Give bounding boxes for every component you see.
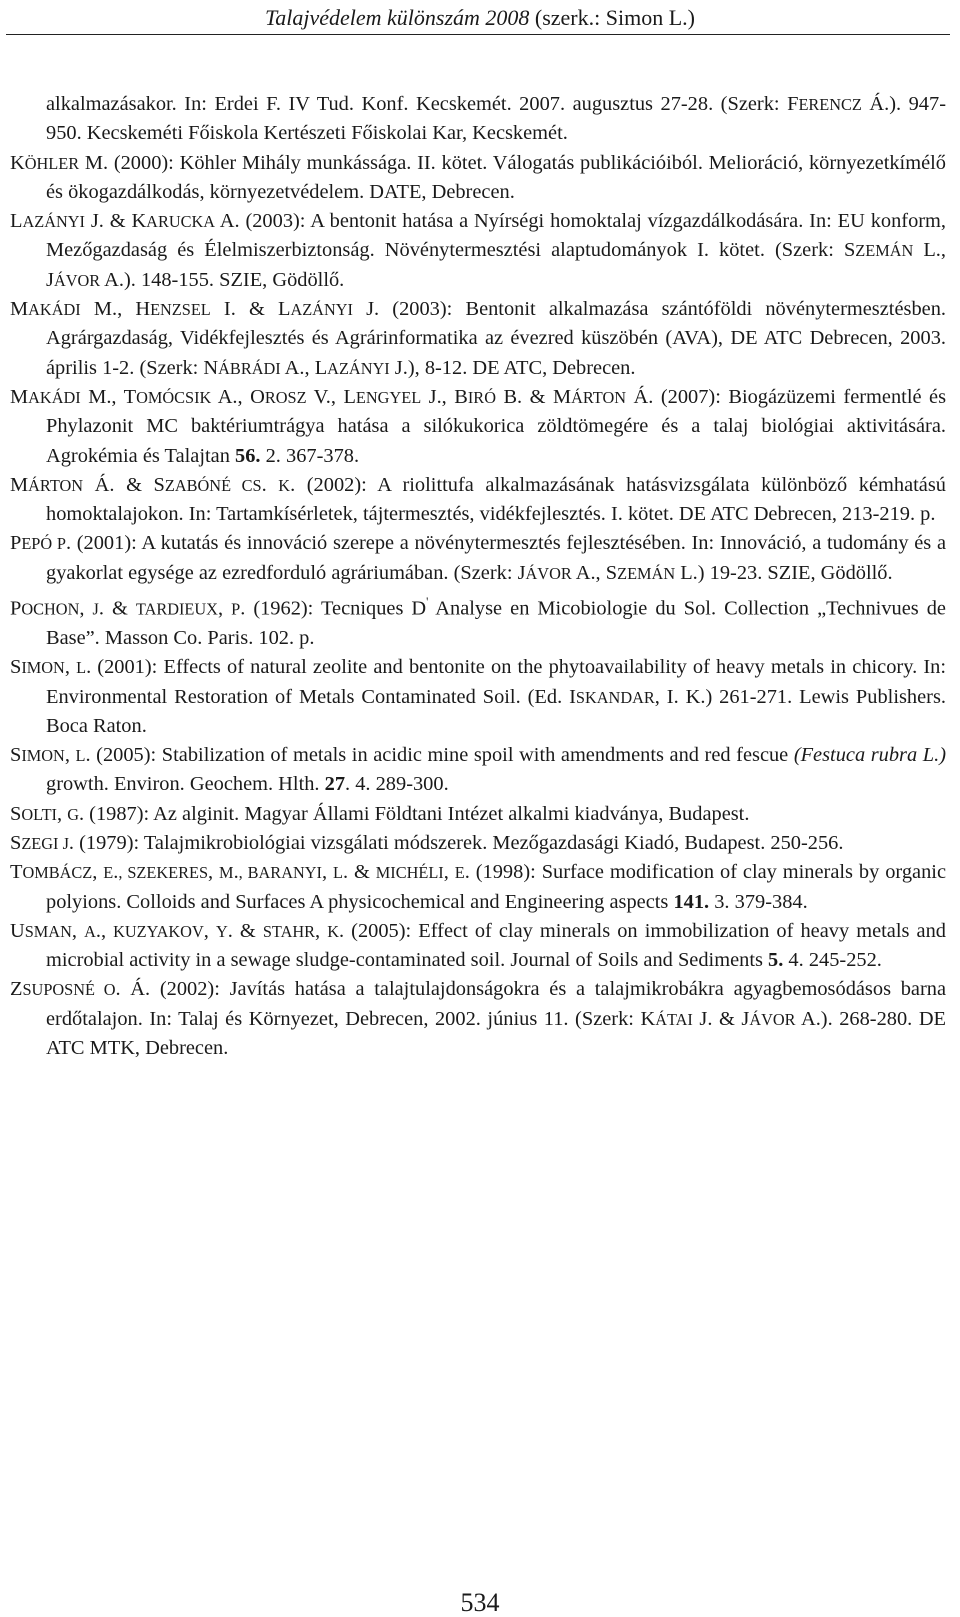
reference-pepo: PEPÓ P. (2001): A kutatás és innováció szerepe a növénytermesztés fejlesztésében. In: Innováció, a tudomány és a gyakorlat egysége az ezredforduló agráriumában. (Szerk: JÁVOR A., SZEMÁN L.) 19-23. SZIE, Gödöllő.	[10, 532, 946, 584]
reference-zsuposne: ZSUPOSNÉ O. Á. (2002): Javítás hatása a talajtulajdonságokra és a talajmikrobákra agyagbemosódásos barna erdőtalajon. In: Talaj és Környezet, Debrecen, 2002. június 11. (Szerk: KÁTAI J. & JÁVOR A.). 268-280. DE ATC MTK, Debrecen.	[10, 978, 946, 1060]
reference-marton: MÁRTON Á. & SZABÓNÉ CS. K. (2002): A riolittufa alkalmazásának hatásvizsgálata különböző kémhatású homoktalajokon. In: Tartamkísérletek, tájtermesztés, vidékfejlesztés. I. kötet. DE ATC Debrecen, 213-219. p.	[10, 473, 946, 526]
reference-list	[10, 90, 946, 1063]
reference-lazanyi: LAZÁNYI J. & KARUCKA A. (2003): A bentonit hatása a Nyírségi homoktalaj vízgazdálkodására. In: EU konform, Mezőgazdaság és Élelmiszerbiztonság. Növénytermesztési alaptudományok I. kötet. (Szerk: SZEMÁN L., JÁVOR A.). 148-155. SZIE, Gödöllő.	[10, 210, 947, 291]
reference-szegi: SZEGI J. (1979): Talajmikrobiológiai vizsgálati módszerek. Mezőgazdasági Kiadó, Budapest. 250-256.	[10, 831, 844, 854]
reference-continuation: alkalmazásakor. In: Erdei F. IV Tud. Konf. Kecskemét. 2007. augusztus 27-28. (Szerk: FERENCZ Á.). 947-950. Kecskeméti Főiskola Kertészeti Főiskolai Kar, Kecskemét.	[46, 93, 946, 145]
reference-simon-2005: SIMON, L. (2005): Stabilization of metals in acidic mine spoil with amendments and red fescue (Festuca rubra L.) growth. Environ. Geochem. Hlth. 27. 4. 289-300.	[10, 744, 946, 796]
reference-makadi-2003: MAKÁDI M., HENZSEL I. & LAZÁNYI J. (2003): Bentonit alkalmazása szántóföldi növénytermesztésben. Agrárgazdaság, Vidékfejlesztés és Agrárinformatika az évezred küszöbén (AVA), DE ATC Debrecen, 2003. április 1-2. (Szerk: NÁBRÁDI A., LAZÁNYI J.), 8-12. DE ATC, Debrecen.	[10, 298, 946, 379]
running-header	[0, 4, 960, 32]
header-rule	[6, 34, 950, 35]
reference-solti: SOLTI, G. (1987): Az alginit. Magyar Állami Földtani Intézet alkalmi kiadványa, Budapest.	[10, 802, 750, 825]
reference-usman: USMAN, A., KUZYAKOV, Y. & STAHR, K. (2005): Effect of clay minerals on immobilization of heavy metals and microbial activity in a sewage sludge-contaminated soil. Journal of Soils and Sediments 5. 4. 245-252.	[10, 919, 946, 972]
reference-makadi-2007: MAKÁDI M., TOMÓCSIK A., OROSZ V., LENGYEL J., BIRÓ B. & MÁRTON Á. (2007): Biogázüzemi fermentlé és Phylazonit MC baktériumtrágya hatása a silókukorica zöldtömegére és a talaj biológiai aktivitására. Agrokémia és Talajtan 56. 2. 367-378.	[10, 385, 947, 467]
reference-pochon: POCHON, J. & TARDIEUX, P. (1962): Tecniques D' Analyse en Micobiologie du Sol. Collection „Technivues de Base”. Masson Co. Paris. 102. p.	[10, 595, 946, 649]
journal-title: Talajvédelem különszám 2008	[265, 5, 530, 30]
reference-simon-2001: SIMON, L. (2001): Effects of natural zeolite and bentonite on the phytoavailability of heavy metals in chicory. In: Environmental Restoration of Metals Contaminated Soil. (Ed. ISKANDAR, I. K.) 261-271. Lewis Publishers. Boca Raton.	[10, 656, 946, 737]
editor-note: (szerk.: Simon L.)	[534, 5, 695, 30]
reference-tombacz: TOMBÁCZ, E., SZEKERES, M., BARANYI, L. & MICHÉLI, E. (1998): Surface modification of clay minerals by organic polyions. Colloids and Surfaces A physicochemical and Engineering aspects 141. 3. 379-384.	[10, 861, 946, 913]
reference-kohler: KÖHLER M. (2000): Köhler Mihály munkássága. II. kötet. Válogatás publikációiból. Melioráció, környezetkímélő és ökogazdálkodás, környezetvédelem. DATE, Debrecen.	[10, 151, 946, 203]
page-number: 534	[460, 1588, 500, 1617]
